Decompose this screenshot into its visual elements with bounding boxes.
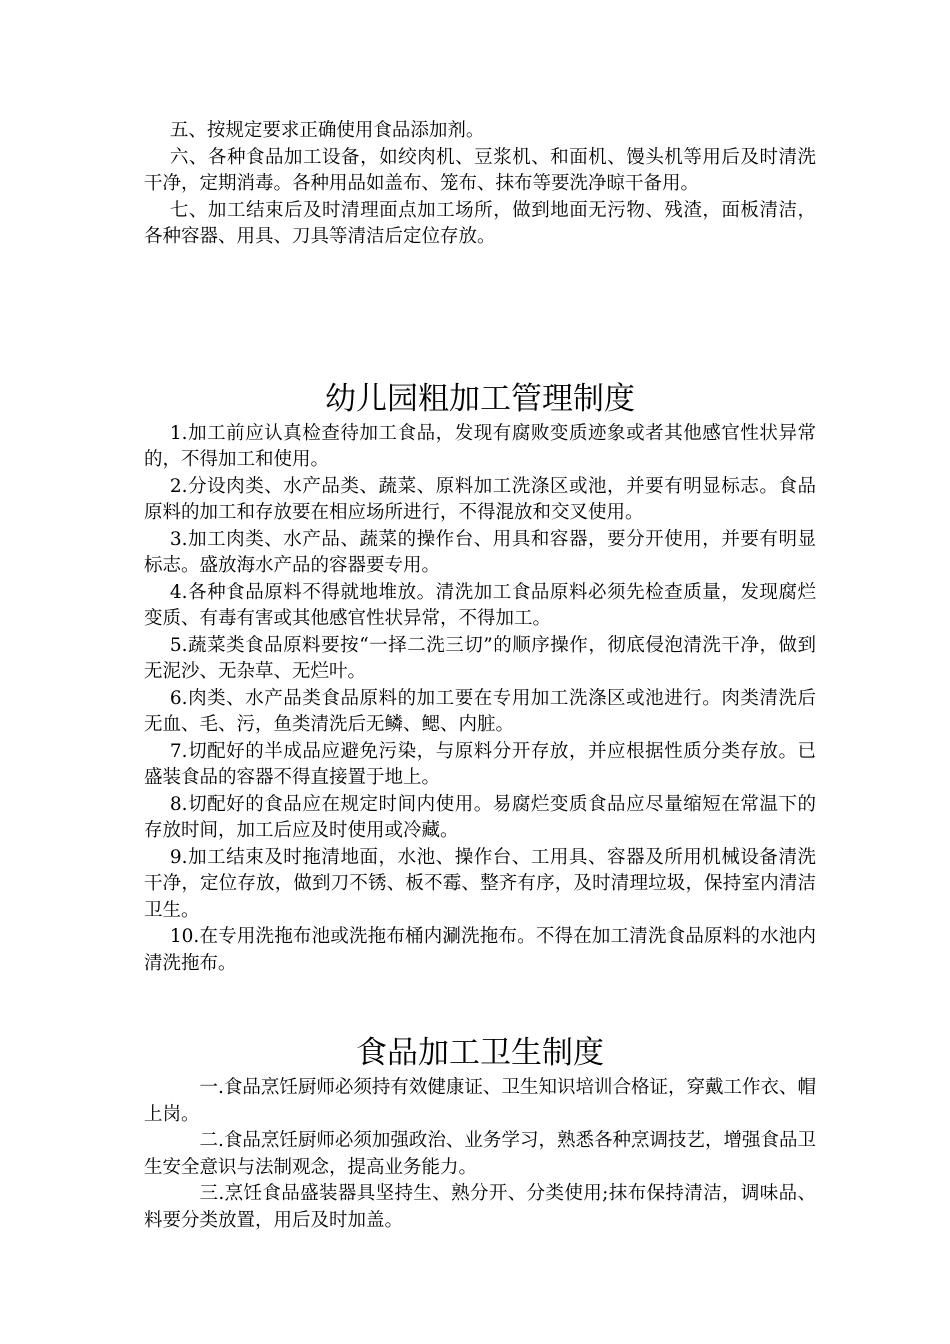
paragraph: 一.食品烹饪厨师必须持有效健康证、卫生知识培训合格证，穿戴工作衣、帽上岗。 [144, 1077, 816, 1125]
paragraph: 7.切配好的半成品应避免污染，与原料分开存放，并应根据性质分类存放。已盛装食品的容器不得直接置于地上。 [144, 740, 816, 788]
paragraph: 五、按规定要求正确使用食品添加剂。 [169, 120, 485, 141]
section-title: 幼儿园粗加工管理制度 [325, 380, 635, 417]
document-page [144, 118, 816, 1234]
paragraph: 六、各种食品加工设备，如绞肉机、豆浆机、和面机、馒头机等用后及时清洗干净，定期消毒。各种用品如盖布、笼布、抹布等要洗净晾干备用。 [144, 146, 816, 194]
paragraph: 10.在专用洗拖布池或洗拖布桶内涮洗拖布。不得在加工清洗食品原料的水池内清洗拖布。 [144, 926, 816, 974]
paragraph: 2.分设肉类、水产品类、蔬菜、原料加工洗涤区或池，并要有明显标志。食品原料的加工和存放要在相应场所进行，不得混放和交叉使用。 [144, 475, 816, 523]
paragraph: 3.加工肉类、水产品、蔬菜的操作台、用具和容器，要分开使用，并要有明显标志。盛放海水产品的容器要专用。 [144, 528, 816, 576]
paragraph: 三.烹饪食品盛装器具坚持生、熟分开、分类使用;抹布保持清洁，调味品、料要分类放置，用后及时加盖。 [144, 1183, 816, 1231]
section-pastry-rules [144, 118, 816, 251]
paragraph: 6.肉类、水产品类食品原料的加工要在专用加工洗涤区或池进行。肉类清洗后无血、毛、污，鱼类清洗后无鳞、鳃、内脏。 [144, 687, 816, 735]
paragraph: 9.加工结束及时拖清地面，水池、操作台、工用具、容器及所用机械设备清洗干净，定位存放，做到刀不锈、板不霉、整齐有序，及时清理垃圾，保持室内清洁卫生。 [144, 846, 816, 921]
paragraph: 4.各种食品原料不得就地堆放。清洗加工食品原料必须先检查质量，发现腐烂变质、有毒有害或其他感官性状异常，不得加工。 [144, 581, 816, 629]
paragraph: 1.加工前应认真检查待加工食品，发现有腐败变质迹象或者其他感官性状异常的，不得加工和使用。 [144, 422, 816, 470]
paragraph: 七、加工结束后及时清理面点加工场所，做到地面无污物、残渣，面板清洁，各种容器、用具、刀具等清洁后定位存放。 [144, 199, 816, 247]
section-food-hygiene [144, 1031, 816, 1234]
section-title: 食品加工卫生制度 [356, 1035, 604, 1071]
paragraph: 8.切配好的食品应在规定时间内使用。易腐烂变质食品应尽量缩短在常温下的存放时间，加工后应及时使用或冷藏。 [144, 793, 816, 841]
section-rough-processing [144, 377, 816, 978]
paragraph: 5.蔬菜类食品原料要按“一择二洗三切”的顺序操作，彻底侵泡清洗干净，做到无泥沙、无杂草、无烂叶。 [144, 634, 816, 682]
paragraph: 二.食品烹饪厨师必须加强政治、业务学习，熟悉各种烹调技艺，增强食品卫生安全意识与法制观念，提高业务能力。 [144, 1130, 816, 1178]
